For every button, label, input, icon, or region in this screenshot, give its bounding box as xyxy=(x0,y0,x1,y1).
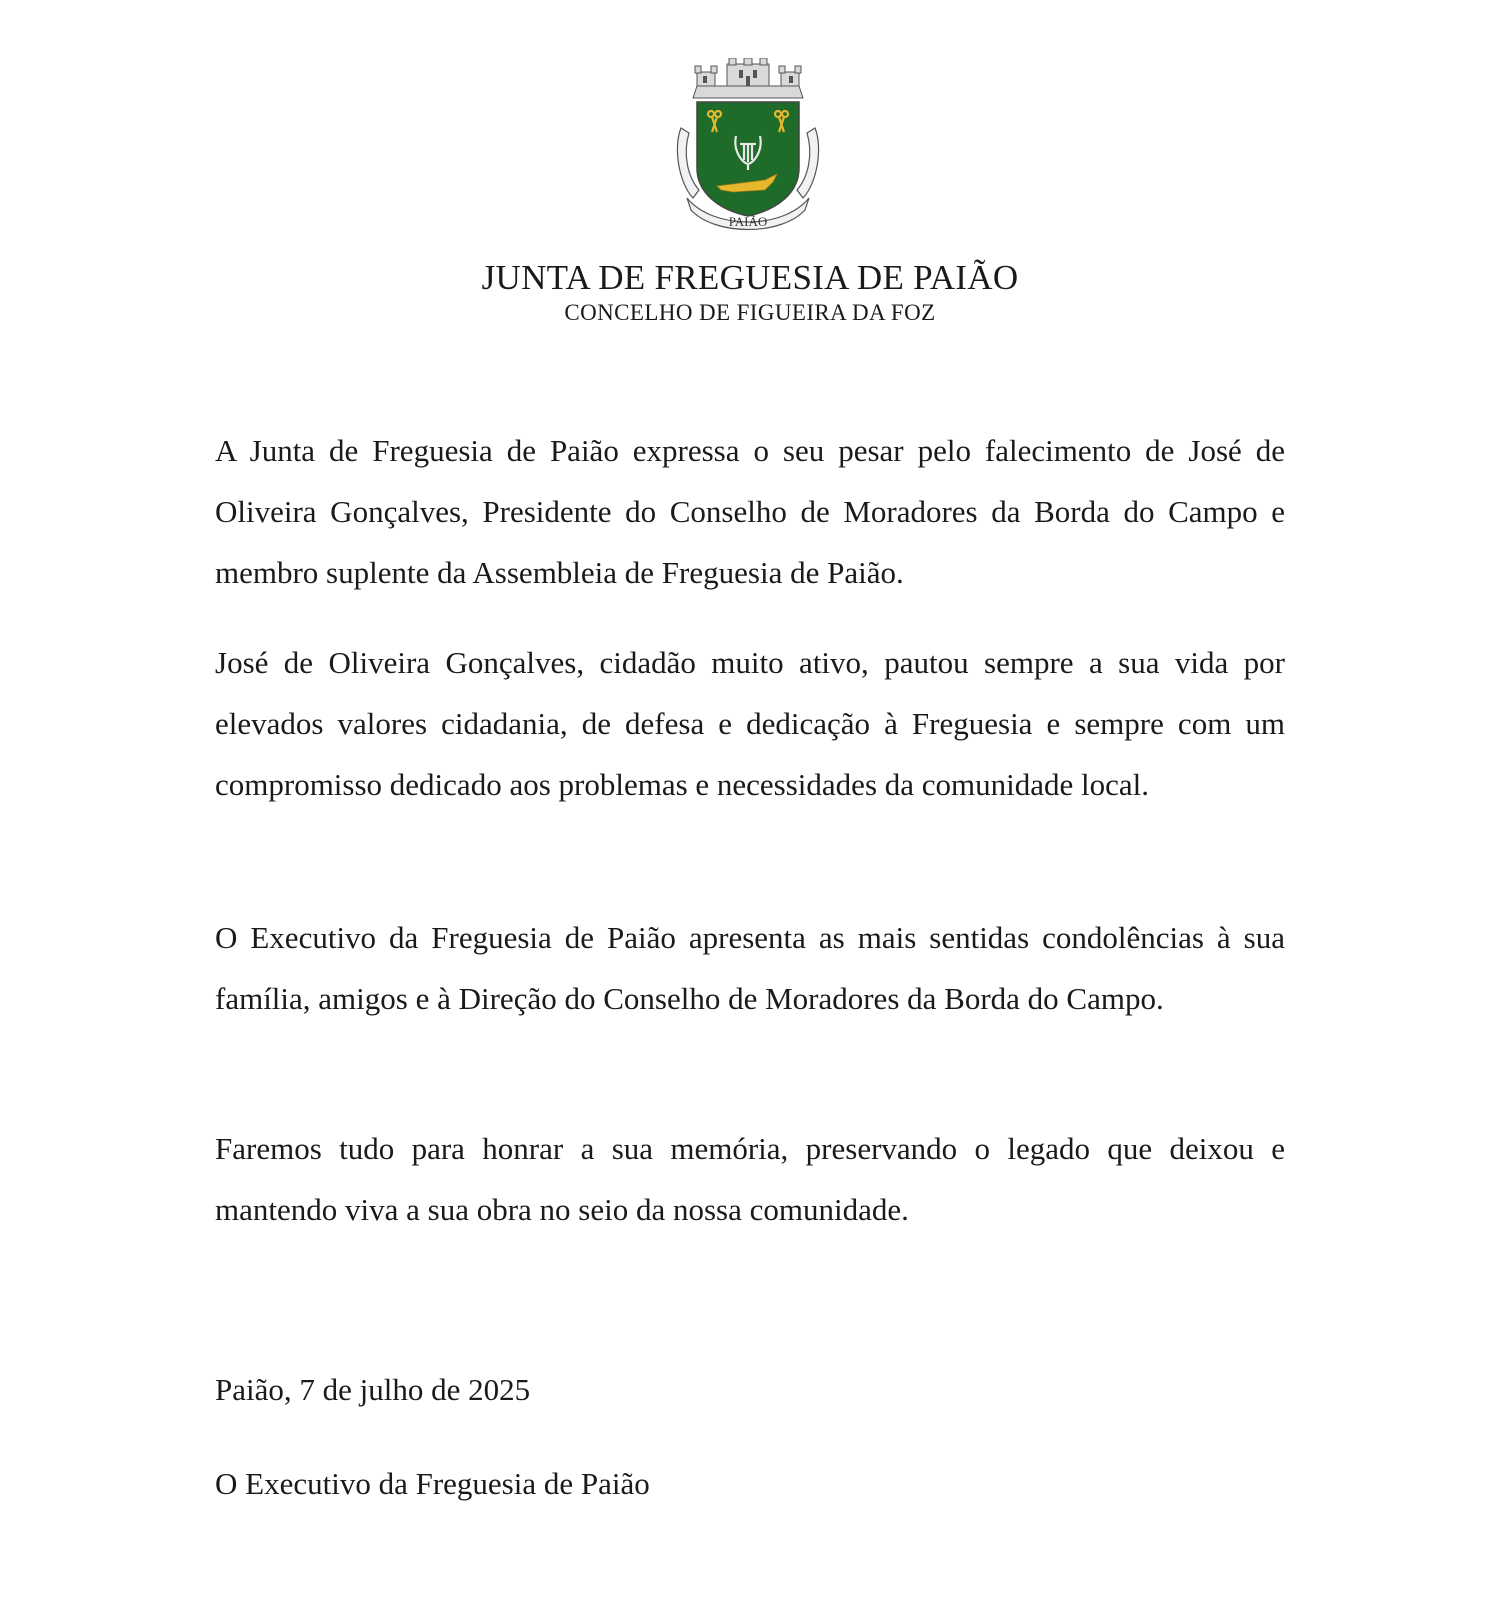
signature-line: O Executivo da Freguesia de Paião xyxy=(215,1466,650,1501)
body-paragraph-4: Faremos tudo para honrar a sua memória, preservando o legado que deixou e mantendo viva a sua obra no seio da nossa comunidade. xyxy=(215,1131,1285,1227)
coat-of-arms-icon xyxy=(673,58,823,233)
document-subtitle: CONCELHO DE FIGUEIRA DA FOZ xyxy=(564,300,936,325)
document-title: JUNTA DE FREGUESIA DE PAIÃO xyxy=(481,258,1019,297)
body-paragraph-2: José de Oliveira Gonçalves, cidadão muito ativo, pautou sempre a sua vida por elevados valores cidadania, de defesa e dedicação à Freguesia e sempre com um compromisso dedicado aos problemas e necessidades da comunidade local. xyxy=(215,645,1285,802)
crest-ribbon-text: PAIÃO xyxy=(728,214,768,229)
body-paragraph-1: A Junta de Freguesia de Paião expressa o seu pesar pelo falecimento de José de Oliveira Gonçalves, Presidente do Conselho de Moradores da Borda do Campo e membro suplente da Assembleia de Freguesia de Paião. xyxy=(215,433,1285,590)
body-paragraph-3: O Executivo da Freguesia de Paião apresenta as mais sentidas condolências à sua família, amigos e à Direção do Conselho de Moradores da Borda do Campo. xyxy=(215,920,1285,1016)
date-line: Paião, 7 de julho de 2025 xyxy=(215,1372,531,1407)
